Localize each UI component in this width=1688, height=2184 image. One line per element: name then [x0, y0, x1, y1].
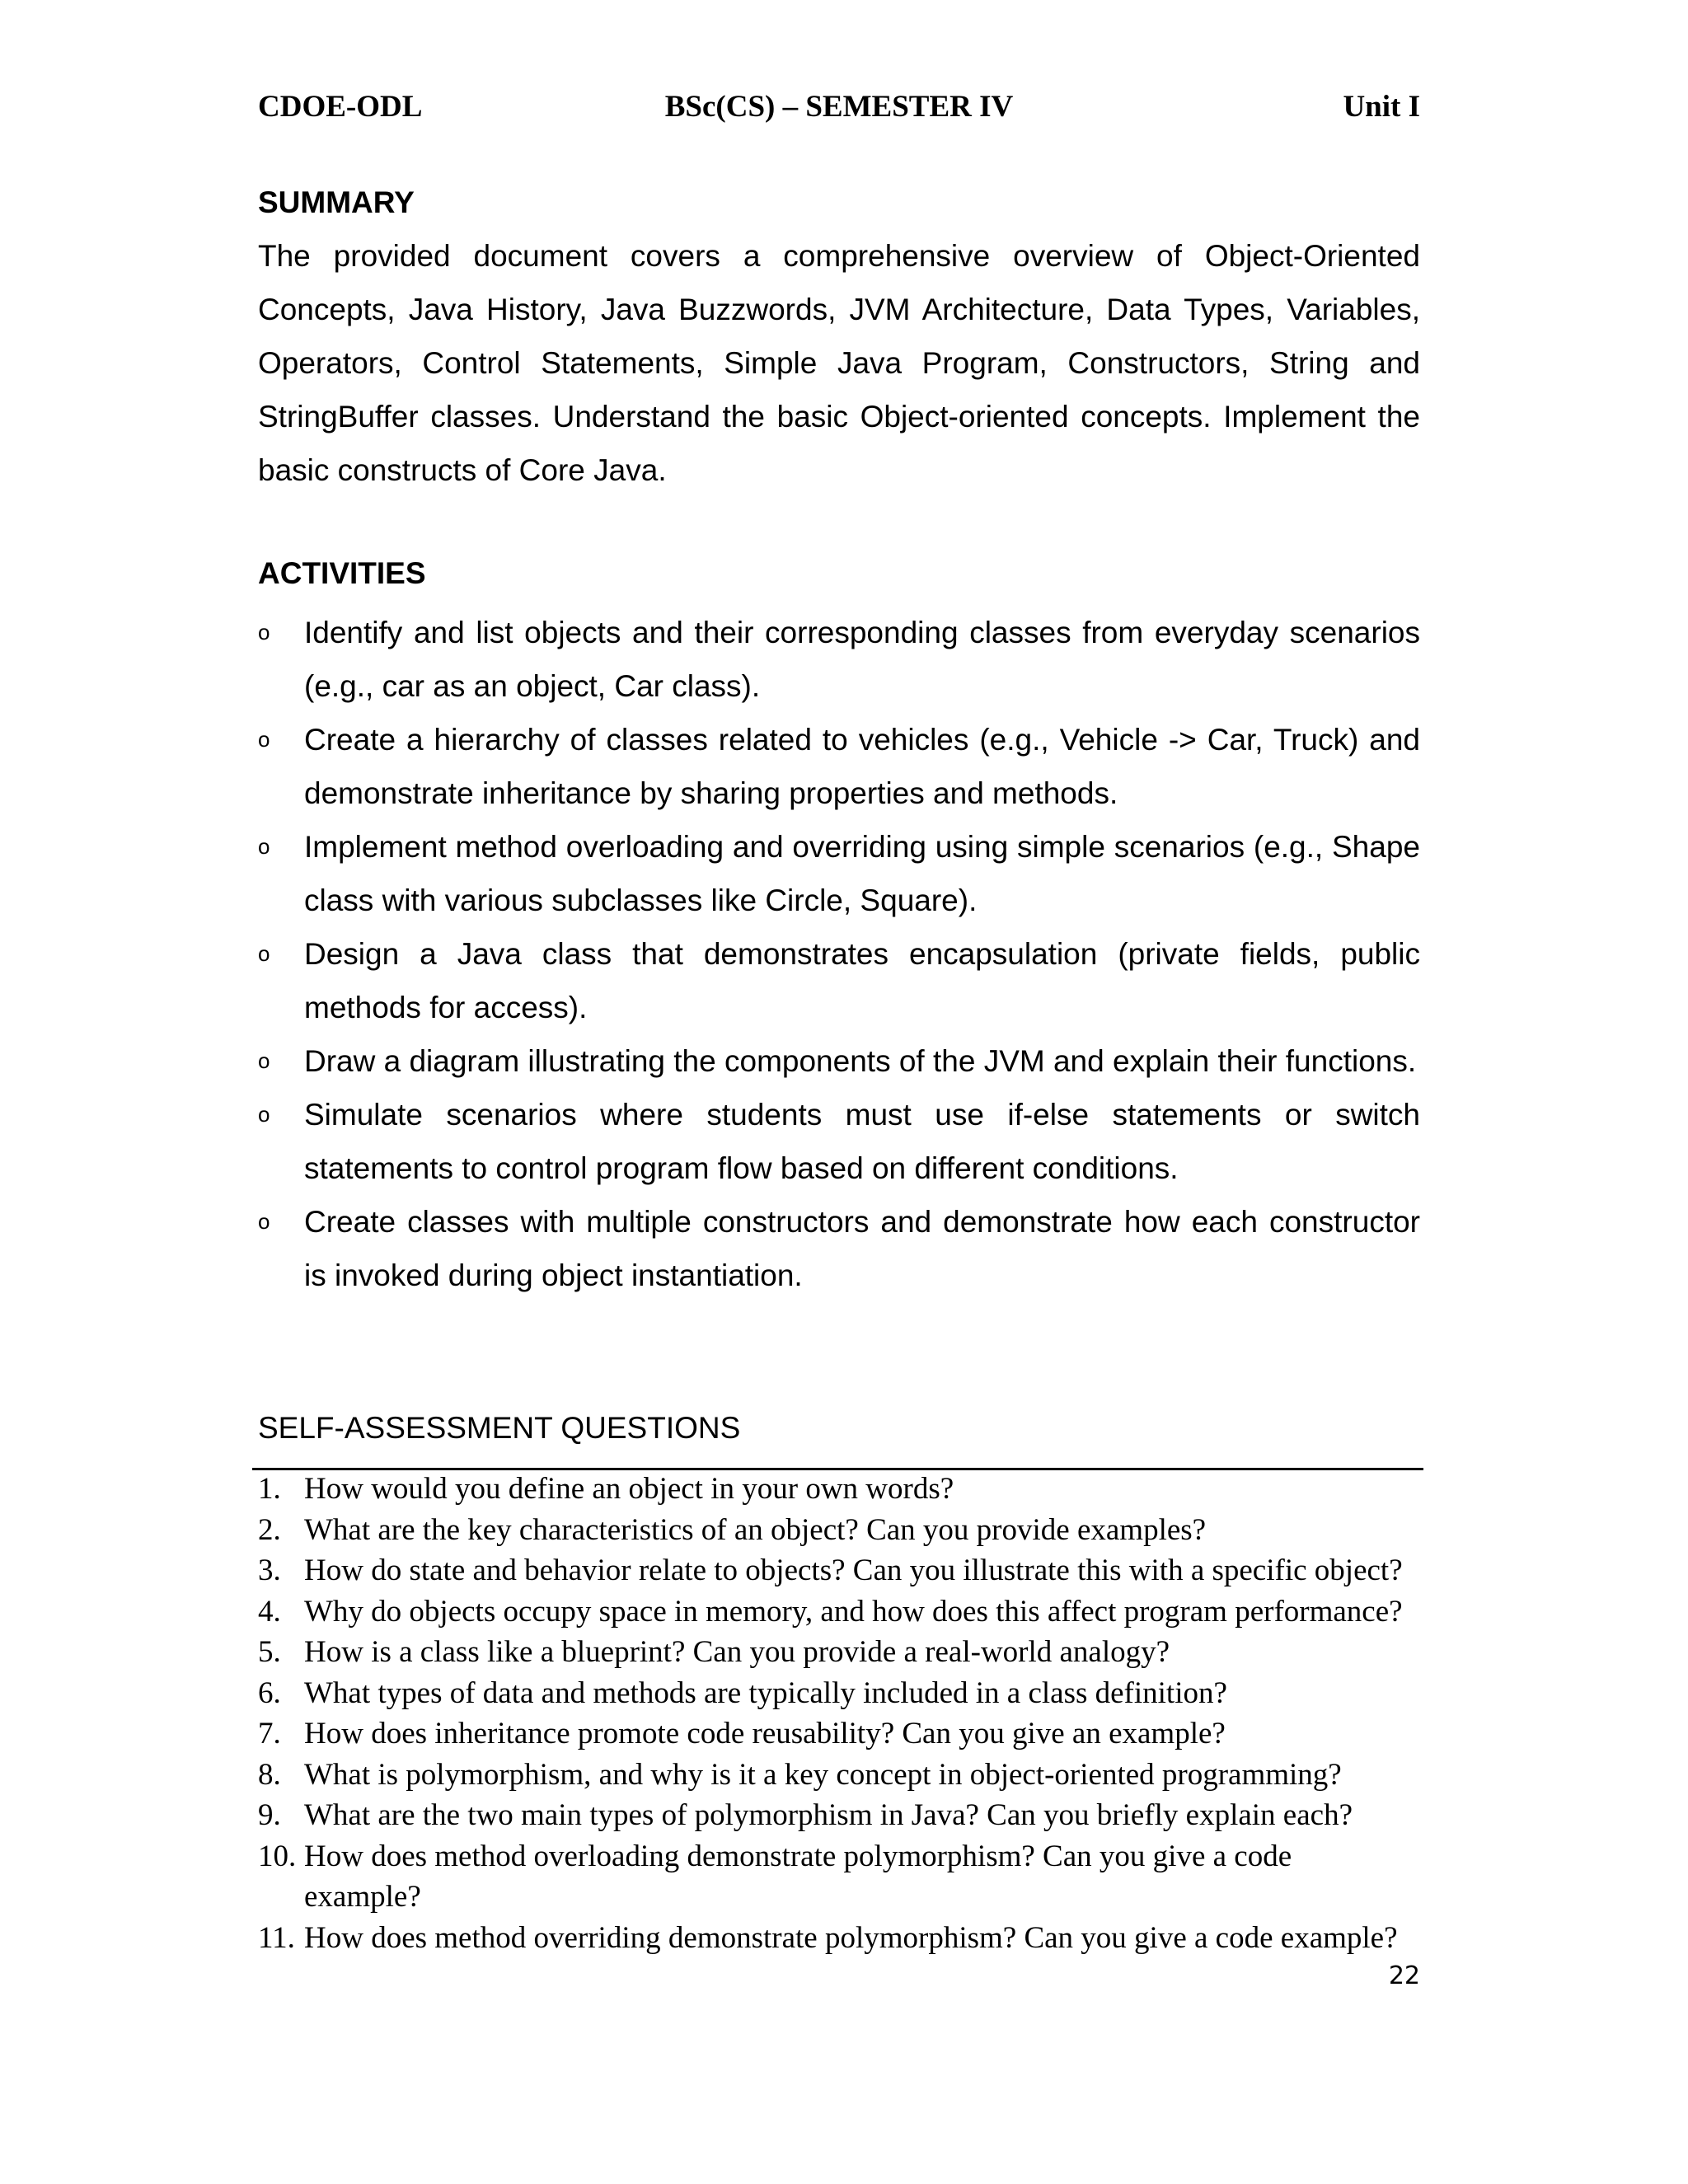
question-number: 5.: [258, 1635, 281, 1669]
activity-text: Draw a diagram illustrating the components of the JVM and explain their functions.: [304, 1044, 1417, 1078]
summary-heading: SUMMARY: [258, 185, 415, 219]
question-text: What is polymorphism, and why is it a key concept in object-oriented programming?: [304, 1757, 1342, 1792]
question-number: 7.: [258, 1717, 281, 1750]
page-number: 22: [1388, 1961, 1420, 1990]
activity-text: Create classes with multiple constructors and demonstrate how each constructor is invoked during object instantiation.: [304, 1205, 1420, 1292]
list-item: [258, 1673, 1437, 1714]
question-number: 1.: [258, 1472, 281, 1506]
question-text: How does inheritance promote code reusability? Can you give an example?: [304, 1717, 1226, 1750]
list-item: [258, 1591, 1437, 1633]
question-text: How does method overloading demonstrate polymorphism? Can you give a code example?: [304, 1839, 1292, 1914]
list-item: [258, 1088, 1420, 1195]
list-item: [258, 1469, 1437, 1510]
bullet-icon: o: [258, 1209, 270, 1234]
question-number: 6.: [258, 1675, 281, 1710]
list-item: [258, 1550, 1437, 1591]
list-item: [258, 1510, 1437, 1551]
question-number: 8.: [258, 1757, 281, 1792]
question-number: 10.: [258, 1839, 297, 1873]
list-item: [258, 713, 1420, 820]
list-item: [258, 1836, 1437, 1918]
header-unit: Unit I: [1343, 90, 1420, 124]
bullet-icon: o: [258, 1102, 270, 1127]
list-item: [258, 606, 1420, 713]
bullet-icon: o: [258, 834, 270, 859]
list-item: [258, 1195, 1420, 1302]
list-item: [258, 1632, 1437, 1673]
question-text: How is a class like a blueprint? Can you provide a real-world analogy?: [304, 1635, 1170, 1669]
list-item: [258, 927, 1420, 1034]
question-text: What are the two main types of polymorphism in Java? Can you briefly explain each?: [304, 1798, 1353, 1832]
self-assessment-heading: SELF-ASSESSMENT QUESTIONS: [258, 1411, 741, 1445]
activity-text: Implement method overloading and overriding using simple scenarios (e.g., Shape class with various subclasses like Circle, Square).: [304, 830, 1420, 917]
question-text: How does method overriding demonstrate polymorphism? Can you give a code example?: [304, 1920, 1398, 1955]
question-number: 4.: [258, 1594, 281, 1629]
list-item: [258, 820, 1420, 927]
question-number: 9.: [258, 1798, 281, 1832]
summary-paragraph: The provided document covers a comprehensive overview of Object-Oriented Concepts, Java History, Java Buzzwords, JVM Architecture, Data Types, Variables, Operators, Control Statements, Simple Java Program, Constructors, String and StringBuffer classes. Understand the basic Object-oriented concepts. Implement the basic constructs of Core Java.: [258, 239, 1420, 487]
list-item: [258, 1795, 1437, 1836]
question-number: 11.: [258, 1920, 295, 1955]
question-text: Why do objects occupy space in memory, and how does this affect program performance?: [304, 1594, 1403, 1629]
question-text: What are the key characteristics of an object? Can you provide examples?: [304, 1512, 1207, 1547]
bullet-icon: o: [258, 1048, 270, 1073]
activities-heading: ACTIVITIES: [258, 556, 426, 590]
header-institution: CDOE-ODL: [258, 90, 423, 124]
questions-list: [258, 1469, 1437, 1958]
question-text: How do state and behavior relate to objects? Can you illustrate this with a specific object?: [304, 1554, 1403, 1587]
bullet-icon: o: [258, 620, 270, 644]
page-header: [258, 89, 1420, 138]
activity-text: Identify and list objects and their corresponding classes from everyday scenarios (e.g., car as an object, Car class).: [304, 616, 1420, 703]
activity-text: Create a hierarchy of classes related to vehicles (e.g., Vehicle -> Car, Truck) and demonstrate inheritance by sharing properties and methods.: [304, 723, 1420, 810]
bullet-icon: o: [258, 941, 270, 966]
question-text: How would you define an object in your own words?: [304, 1472, 954, 1506]
activity-text: Simulate scenarios where students must use if-else statements or switch statements to control program flow based on different conditions.: [304, 1098, 1420, 1185]
header-course: BSc(CS) – SEMESTER IV: [664, 90, 1014, 124]
activities-list: [258, 606, 1420, 1302]
question-text: What types of data and methods are typically included in a class definition?: [304, 1675, 1227, 1710]
list-item: [258, 1918, 1437, 1959]
bullet-icon: o: [258, 727, 270, 752]
activity-text: Design a Java class that demonstrates encapsulation (private fields, public methods for access).: [304, 937, 1420, 1024]
question-number: 2.: [258, 1512, 281, 1547]
question-number: 3.: [258, 1554, 281, 1587]
list-item: [258, 1713, 1437, 1755]
list-item: [258, 1034, 1420, 1088]
list-item: [258, 1755, 1437, 1796]
